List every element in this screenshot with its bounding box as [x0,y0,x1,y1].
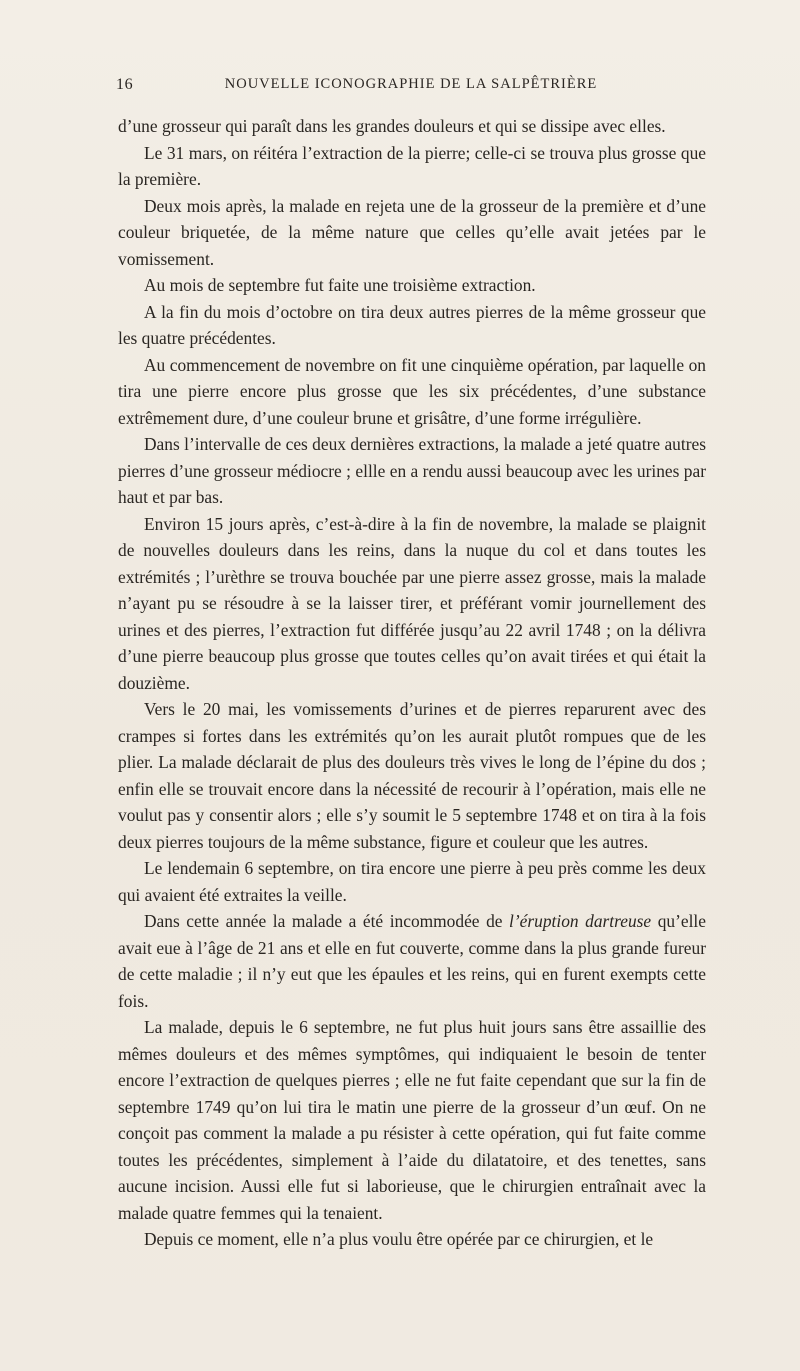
page-header [116,76,706,98]
paragraph: Le lendemain 6 septembre, on tira encore une pierre à peu près comme les deux qui avaient été extraites la veille. [118,858,706,905]
paragraph: d’une grosseur qui paraît dans les grandes douleurs et qui se dissipe avec elles. [118,116,666,136]
paragraph: Au commencement de novembre on fit une cinquième opération, par laquelle on tira une pierre encore plus grosse que les six précédentes, d’une substance extrêmement dure, d’une couleur brune et grisâtre, d’une forme irrégulière. [118,354,706,428]
italic-term: l’éruption dartreuse [509,911,652,931]
text-span: qu’elle avait eue à l’âge de 21 ans et elle en fut couverte, comme dans la plus grande fureur de cette maladie ; il n’y eut que les épaules et les reins, qui en furent exempts cette fois. [118,911,706,1011]
paragraph: Environ 15 jours après, c’est-à-dire à la fin de novembre, la malade se plaignit de nouvelles douleurs dans les reins, dans la nuque du col et dans toutes les extrémités ; l’urèthre se trouva bouchée par une pierre assez grosse, mais la malade n’ayant pu se résoudre à se la laisser tirer, et préférant vomir journellement des urines et des pierres, l’extraction fut différée jusqu’au 22 avril 1748 ; on la délivra d’une pierre beaucoup plus grosse que toutes celles qu’on avait tirées et qui était la douzième. [118,513,706,693]
paragraph: Vers le 20 mai, les vomissements d’urines et de pierres reparurent avec des crampes si fortes dans les extrémités qu’on les aurait plutôt rompues que de les plier. La malade déclarait de plus des douleurs très vives le long de l’épine du dos ; enfin elle se trouvait encore dans la nécessité de recourir à l’opération, mais elle ne voulut pas y consentir alors ; elle s’y soumit le 5 septembre 1748 et on tira à la fois deux pierres toujours de la même substance, figure et couleur que les autres. [118,699,706,852]
page-number: 16 [116,76,134,93]
paragraph: La malade, depuis le 6 septembre, ne fut plus huit jours sans être assaillie des mêmes douleurs et des mêmes symptômes, qui indiquaient le besoin de tenter encore l’extraction de quelques pierres ; elle ne fut faite cependant que sur la fin de septembre 1749 qu’on lui tira le matin une pierre de la grosseur d’un œuf. On ne conçoit pas comment la malade a pu résister à cette opération, qui fut faite comme toutes les précédentes, simplement à l’aide du dilatatoire, et des tenettes, sans aucune incision. Aussi elle fut si laborieuse, que le chirurgien entraînait avec la malade quatre femmes qui la tenaient. [118,1017,706,1223]
running-title: NOUVELLE ICONOGRAPHIE DE LA SALPÊTRIÈRE [224,76,598,92]
body-text [118,113,706,1253]
paragraph: Deux mois après, la malade en rejeta une de la grosseur de la première et d’une couleur briquetée, de la même nature que celles qu’elle avait jetées par le vomissement. [118,195,706,269]
paragraph: Au mois de septembre fut faite une troisième extraction. [144,275,536,295]
paragraph: Dans l’intervalle de ces deux dernières extractions, la malade a jeté quatre autres pierres d’une grosseur médiocre ; ellle en a rendu aussi beaucoup avec les urines par haut et par bas. [118,434,706,507]
text-span: Dans cette année la malade a été incommodée de [144,911,510,931]
paragraph: Le 31 mars, on réitéra l’extraction de la pierre; celle-ci se trouva plus grosse que la première. [118,142,706,189]
paragraph-eruption [118,908,706,1014]
paragraph: Depuis ce moment, elle n’a plus voulu être opérée par ce chirurgien, et le [144,1229,654,1249]
paragraph: A la fin du mois d’octobre on tira deux autres pierres de la même grosseur que les quatre précédentes. [118,301,706,348]
